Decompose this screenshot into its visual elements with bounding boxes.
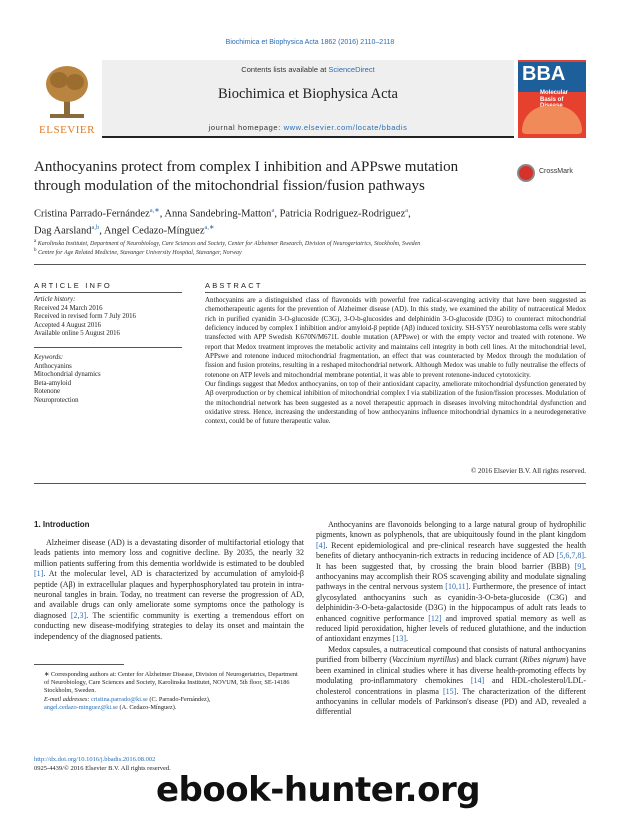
corresponding-footnote [34,664,304,712]
author-affiliation-marker[interactable]: a [405,207,409,214]
footnote-rule [34,664,124,665]
citation-link[interactable]: [14] [470,676,485,686]
history-label: Article history: [34,296,76,303]
author-separator: , [274,208,280,220]
author-name: Patricia Rodriguez-Rodriguez [279,208,406,220]
affiliation-marker: a [34,239,37,244]
cover-title: BBA [522,63,566,85]
abstract-copyright: © 2016 Elsevier B.V. All rights reserved. [470,467,586,475]
citation-link[interactable]: [13] [392,634,406,644]
body-text: and improved spatial memory as well as reduced lipid peroxidation, higher levels of reduced glutathione, and the induction of antioxidant enzymes [316,613,586,644]
homepage-link[interactable]: www.elsevier.com/locate/bbadis [283,123,408,132]
author-separator: , [159,208,165,220]
email-owner: (A. Cedazo-Mínguez). [117,703,177,711]
citation-link[interactable]: [12] [428,613,442,623]
journal-reference[interactable]: Biochimica et Biophysica Acta 1862 (2016) 2110–2118 [225,39,395,46]
author-separator: , [408,208,411,220]
affiliation-marker: b [34,248,37,253]
divider [34,347,182,348]
journal-cover-thumbnail[interactable] [518,60,586,138]
contents-line [102,65,514,74]
author-separator: , [99,225,104,237]
species-name: Vaccinium myrtillus [392,655,457,665]
citation-link[interactable]: [5,6,7,8] [556,551,584,561]
body-text: . The characterization of the different anthocyanins in cellular models of Parkinson's disease (PD) and AD, revealed a differential [316,686,586,717]
species-name: Ribes nigrum [522,655,566,665]
author-affiliation-marker[interactable]: a,∗ [149,207,160,214]
body-text: . [405,634,408,644]
citation-link[interactable]: [4] [316,540,326,550]
crossmark-label: CrossMark [539,168,573,175]
divider [34,264,586,265]
doi-link[interactable]: http://dx.doi.org/10.1016/j.bbadis.2016.08.002 [34,756,156,763]
doi-block [34,756,171,773]
divider [34,292,182,293]
abstract-paragraph: Our findings suggest that Medox anthocyanins, on top of their antioxidant capacity, ameliorate mitochondrial dysfunction generated by Aβ overproduction or by chemical inhibition of mitochondrial complex I via stabilization of the fusion/fission processes. Modulation of the mitochondrial network has been suggested as a novel therapeutic approach in diseases involving mitochondrial dysfunction and oxidative stress. Hence, increasing the understanding of how anthocyanins influence mitochondrial dynamics in a neurodegenerative context, could be of future therapeutic value. [205,380,586,426]
body-text: Medox capsules, a nutraceutical compound that consists of natural anthocyanins purified from bilberry ( [316,644,586,665]
article-info-heading: ARTICLE INFO [34,281,112,290]
intro-right-column [316,520,586,718]
intro-paragraph [316,645,586,718]
body-text: Alzheimer disease (AD) is a devastating disorder of multifactorial etiology that leads patients into memory loss and cognitive decline. By 2035, the nearly 32 million patients suffering from this dementia worldwide is estimated to be doubled [34,538,304,568]
author-name: Angel Cedazo-Mínguez [103,225,205,237]
watermark: ebook-hunter.org [156,770,481,810]
history-entry: Accepted 4 August 2016 [34,321,102,329]
keyword: Rotenone [34,388,61,396]
body-text: . Recent epidemiological and pre-clinical research have suggested the health benefits of dietary anthocyanin-rich extracts in reducing incidence of AD [316,540,586,561]
abstract-body [205,296,586,427]
section-heading: 1. Introduction [34,520,90,529]
intro-paragraph [316,520,586,645]
body-text: . Furthermore, the presence of intact glycosylated anthocyanins such as cyanidin-3-O-beta-glucoside (C3G) and delphinidin-3-O-beta-galactoside (D3G) in the hippocampus of adult rats leads to enhanced cognitive performance [316,582,586,623]
keyword: Mitochondrial dynamics [34,371,101,379]
body-text: , anthocyanins may accomplish their ROS scavenging ability and modulate signaling pathways in the central nervous system [316,561,586,592]
affiliation-text: Karolinska Institutet, Department of Neurobiology, Care Sciences and Society, Center for Alzheimer Research, Division of Neurogeriatrics, Stockholm, Sweden [37,241,421,247]
keywords-label: Keywords: [34,353,64,361]
email-owner: (C. Parrado-Fernández), [147,695,211,703]
history-entry: Available online 5 August 2016 [34,330,120,338]
keyword: Anthocyanins [34,362,72,370]
author-name: Anna Sandebring-Matton [164,208,272,220]
body-text: . The scientific community is exerting a tremendous effort on conducting new disease-modifying strategies to delay its onset and maintain the independency of the diagnosed patients. [34,610,304,641]
journal-homepage [102,123,514,132]
abstract-heading: ABSTRACT [205,281,263,290]
crossmark-badge[interactable] [517,164,587,184]
homepage-prefix: journal homepage: [208,123,284,132]
article-title: Anthocyanins protect from complex I inhibition and APPswe mutation through modulation of the mitochondrial fission/fusion pathways [34,159,459,194]
article-info-panel [34,296,182,406]
author-name: Dag Aarsland [34,225,92,237]
citation-link[interactable]: [9] [574,561,584,571]
email-addresses [34,696,304,712]
journal-header [34,60,586,140]
body-text: . It has been suggested that, by crossing the brain blood barrier (BBB) [316,551,586,571]
elsevier-logo[interactable] [34,60,100,138]
affiliation [34,239,586,247]
divider [34,483,586,484]
body-text: ) and black currant ( [456,655,523,665]
author-affiliation-marker[interactable]: a,∗ [204,224,215,231]
contents-prefix: Contents lists available at [241,65,329,74]
intro-paragraph [34,538,304,642]
journal-banner [102,60,514,138]
body-text: ) have been examined in clinical studies where it has diverse health-promoting effects by modulating pro-inflammatory chemokines [316,655,586,686]
publisher-name: ELSEVIER [39,124,95,136]
affiliation-text: Centre for Age Related Medicine, Stavanger University Hospital, Stavanger, Norway [38,250,242,256]
issn-line: 0925-4439/© 2016 Elsevier B.V. All rights reserved. [34,764,171,772]
keyword: Neuroprotection [34,396,79,404]
author-name: Cristina Parrado-Fernández [34,208,150,220]
citation-link[interactable]: [15] [443,686,457,696]
cover-artwork [522,106,582,134]
sciencedirect-link[interactable]: ScienceDirect [328,65,375,74]
author-affiliation-marker[interactable]: a [271,207,275,214]
citation-link[interactable]: [1] [34,569,44,579]
elsevier-tree-icon [44,64,90,120]
body-text: Anthocyanins are flavonoids belonging to a large natural group of hydrophilic pigments, known as polyphenols, that are ubiquitously found in the plant kingdom [316,520,586,540]
crossmark-icon [517,164,535,182]
author-list [34,204,586,238]
corresponding-note: ∗ Corresponding authors at: Center for Alzheimer Disease, Division of Neurogeriatrics, Department of Neurobiology, Care Sciences and Society, Karolinska Institutet, NOVUM, 5th floor, SE-14186 Stockholm, Sweden. [44,671,298,695]
citation-link[interactable]: [2,3] [70,610,87,620]
body-text: and HDL-cholesterol/LDL-cholesterol concentrations in plasma [316,676,586,696]
intro-left-column [34,538,304,642]
body-text: . At the molecular level, AD is characterized by accumulation of amyloid-β peptide (Aβ) in extracellular plaques and hyperphosphorylated tau protein in intra-neuronal tangles in brain. Today, no treatment can reverse the progression of AD, and available drugs can only ameliorate some symptoms once the pathology is diagnosed [34,569,304,620]
citation-link[interactable]: [10,11] [445,582,469,592]
journal-title: Biochimica et Biophysica Acta [218,86,398,102]
email-label: E-mail addresses: [44,695,91,703]
author-affiliation-marker[interactable]: a,b [91,224,100,231]
abstract-paragraph: Anthocyanins are a distinguished class of flavonoids with powerful free radical-scavenging activity that have been suggested as chemotherapeutic agents for the prevention of Alzheimer disease (AD). In this study, we examined the ability of nutraceutical Medox rich in purified cyanidin 3-O-glucoside (C3G), 3-O-b-glucosides and delphinidin 3-O-glucoside (D3G) to counteract mitochondrial deficiency induced by complex I inhibition and/or amyloid-β peptide (Aβ) induced toxicity. SH-SY5Y neuroblastoma cells were stably transfected with APP Swedish K670N/M671L double mutation (APPswe) or with the empty vector and treated with rotenone. We report that Medox treatment improves the metabolic activity and maintains cell integrity in both cell lines. At the mitochondrial level, APPswe and rotenone induced mitochondrial fragmentation, an effect that was counteracted by Medox through the modulation of fission and fusion proteins, resulting in a reshaped mitochondrial network. Although Medox was unable to fully neutralise the effects of rotenone on ATP levels and mitochondrial membrane potential, it was able to prevent rotenone-induced cytotoxicity. [205,296,586,379]
email-link[interactable]: cristina.parrado@ki.se [91,695,148,703]
email-link[interactable]: angel.cedazo-minguez@ki.se [44,703,118,711]
history-entry: Received 24 March 2016 [34,304,103,312]
keyword: Beta-amyloid [34,379,71,387]
affiliation [34,248,586,256]
divider [205,292,586,293]
history-entry: Received in revised form 7 July 2016 [34,313,136,321]
cover-subtitle: Molecular Basis of [540,90,569,103]
